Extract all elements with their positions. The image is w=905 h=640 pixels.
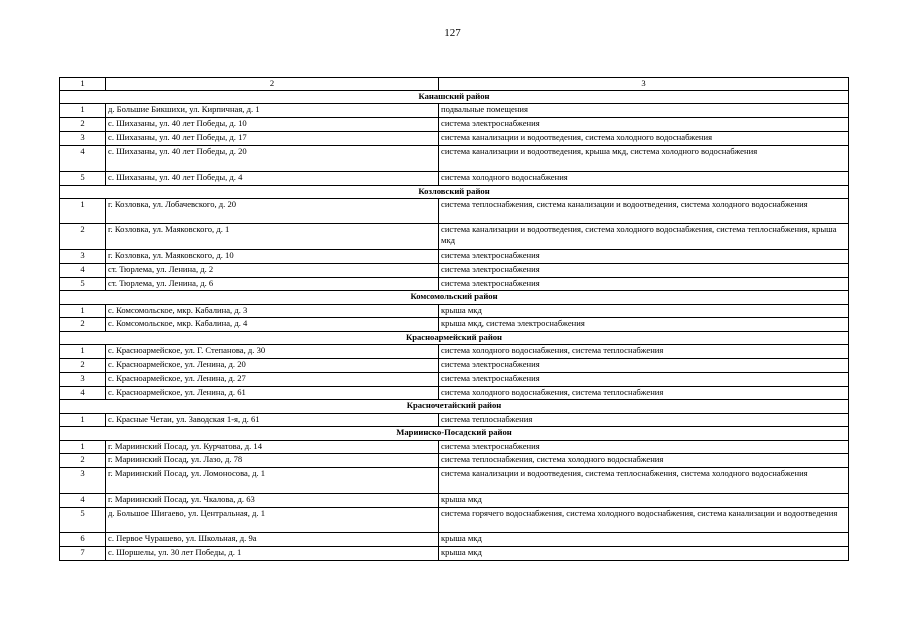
row-systems: система электроснабжения (439, 118, 849, 132)
row-systems: система холодного водоснабжения (439, 171, 849, 185)
row-address: г. Мариинский Посад, ул. Лазо, д. 78 (106, 454, 439, 468)
row-address: с. Шихазаны, ул. 40 лет Победы, д. 20 (106, 145, 439, 171)
row-systems: система холодного водоснабжения, система теплоснабжения (439, 386, 849, 400)
row-number: 1 (60, 104, 106, 118)
row-systems: система электроснабжения (439, 263, 849, 277)
column-address-header: 2 (106, 78, 439, 91)
table-row (60, 131, 849, 145)
row-number: 7 (60, 547, 106, 561)
row-address: с. Красноармейское, ул. Ленина, д. 61 (106, 386, 439, 400)
table-row (60, 440, 849, 454)
table-row (60, 277, 849, 291)
table-row (60, 468, 849, 494)
row-number: 2 (60, 318, 106, 332)
district-row (60, 185, 849, 198)
row-number: 4 (60, 493, 106, 507)
row-number: 3 (60, 249, 106, 263)
row-systems: крыша мкд (439, 533, 849, 547)
row-number: 2 (60, 454, 106, 468)
row-systems: система канализации и водоотведения, система холодного водоснабжения, система теплоснабжения, крыша мкд (439, 224, 849, 250)
table-row (60, 118, 849, 132)
row-address: с. Шоршелы, ул. 30 лет Победы, д. 1 (106, 547, 439, 561)
row-systems: система холодного водоснабжения, система теплоснабжения (439, 345, 849, 359)
row-number: 1 (60, 304, 106, 318)
row-number: 2 (60, 359, 106, 373)
row-number: 3 (60, 468, 106, 494)
table-row (60, 547, 849, 561)
row-number: 2 (60, 224, 106, 250)
row-address: с. Первое Чурашево, ул. Школьная, д. 9а (106, 533, 439, 547)
row-number: 5 (60, 171, 106, 185)
row-systems: система теплоснабжения (439, 413, 849, 427)
row-address: с. Красноармейское, ул. Ленина, д. 27 (106, 372, 439, 386)
row-systems: подвальные помещения (439, 104, 849, 118)
row-systems: система электроснабжения (439, 372, 849, 386)
row-address: д. Большое Шигаево, ул. Центральная, д. 1 (106, 507, 439, 533)
district-row (60, 291, 849, 304)
row-address: д. Большие Бикшихи, ул. Кирпичная, д. 1 (106, 104, 439, 118)
table-row (60, 304, 849, 318)
row-address: с. Шихазаны, ул. 40 лет Победы, д. 10 (106, 118, 439, 132)
row-address: с. Шихазаны, ул. 40 лет Победы, д. 17 (106, 131, 439, 145)
row-number: 4 (60, 263, 106, 277)
district-name: Красночетайский район (60, 400, 849, 413)
row-address: с. Красноармейское, ул. Г. Степанова, д. 30 (106, 345, 439, 359)
row-number: 2 (60, 118, 106, 132)
row-address: с. Комсомольское, мкр. Кабалина, д. 3 (106, 304, 439, 318)
row-address: ст. Тюрлема, ул. Ленина, д. 2 (106, 263, 439, 277)
table-row (60, 533, 849, 547)
row-systems: крыша мкд, система электроснабжения (439, 318, 849, 332)
row-number: 1 (60, 198, 106, 224)
table-row (60, 198, 849, 224)
table-row (60, 263, 849, 277)
row-systems: система электроснабжения (439, 440, 849, 454)
row-number: 3 (60, 372, 106, 386)
district-row (60, 427, 849, 440)
table-row (60, 454, 849, 468)
row-address: с. Шихазаны, ул. 40 лет Победы, д. 4 (106, 171, 439, 185)
row-address: с. Красные Четаи, ул. Заводская 1-я, д. 61 (106, 413, 439, 427)
table-row (60, 345, 849, 359)
row-address: с. Красноармейское, ул. Ленина, д. 20 (106, 359, 439, 373)
row-number: 1 (60, 345, 106, 359)
table-row (60, 318, 849, 332)
objects-table (59, 77, 849, 561)
row-systems: система электроснабжения (439, 359, 849, 373)
table-row (60, 249, 849, 263)
row-number: 5 (60, 277, 106, 291)
row-address: г. Мариинский Посад, ул. Чкалова, д. 63 (106, 493, 439, 507)
table-row (60, 493, 849, 507)
district-name: Мариинско-Посадский район (60, 427, 849, 440)
table-row (60, 171, 849, 185)
table-row (60, 359, 849, 373)
district-name: Козловский район (60, 185, 849, 198)
column-systems-header: 3 (439, 78, 849, 91)
row-systems: система канализации и водоотведения, система холодного водоснабжения (439, 131, 849, 145)
row-address: г. Козловка, ул. Маяковского, д. 10 (106, 249, 439, 263)
row-systems: система электроснабжения (439, 277, 849, 291)
row-address: ст. Тюрлема, ул. Ленина, д. 6 (106, 277, 439, 291)
row-systems: система электроснабжения (439, 249, 849, 263)
row-systems: система теплоснабжения, система канализации и водоотведения, система холодного водоснабжения (439, 198, 849, 224)
row-systems: система канализации и водоотведения, крыша мкд, система холодного водоснабжения (439, 145, 849, 171)
row-number: 1 (60, 440, 106, 454)
table-row (60, 413, 849, 427)
district-name: Канашский район (60, 91, 849, 104)
row-address: г. Мариинский Посад, ул. Курчатова, д. 14 (106, 440, 439, 454)
row-address: г. Мариинский Посад, ул. Ломоносова, д. 1 (106, 468, 439, 494)
row-systems: крыша мкд (439, 304, 849, 318)
row-systems: система горячего водоснабжения, система холодного водоснабжения, система канализации и водоотведения (439, 507, 849, 533)
table-row (60, 386, 849, 400)
district-name: Красноармейский район (60, 332, 849, 345)
row-number: 4 (60, 386, 106, 400)
district-name: Комсомольский район (60, 291, 849, 304)
row-systems: крыша мкд (439, 547, 849, 561)
district-row (60, 332, 849, 345)
row-address: г. Козловка, ул. Лобачевского, д. 20 (106, 198, 439, 224)
row-number: 4 (60, 145, 106, 171)
row-number: 3 (60, 131, 106, 145)
district-row (60, 400, 849, 413)
row-number: 5 (60, 507, 106, 533)
row-address: с. Комсомольское, мкр. Кабалина, д. 4 (106, 318, 439, 332)
row-address: г. Козловка, ул. Маяковского, д. 1 (106, 224, 439, 250)
row-number: 6 (60, 533, 106, 547)
table-row (60, 507, 849, 533)
row-number: 1 (60, 413, 106, 427)
row-systems: крыша мкд (439, 493, 849, 507)
row-systems: система теплоснабжения, система холодного водоснабжения (439, 454, 849, 468)
table-row (60, 224, 849, 250)
table-row (60, 104, 849, 118)
column-number-header: 1 (60, 78, 106, 91)
row-systems: система канализации и водоотведения, система теплоснабжения, система холодного водоснабжения (439, 468, 849, 494)
page-number: 127 (444, 27, 461, 39)
table-row (60, 145, 849, 171)
header-row (60, 78, 849, 91)
district-row (60, 91, 849, 104)
table-row (60, 372, 849, 386)
